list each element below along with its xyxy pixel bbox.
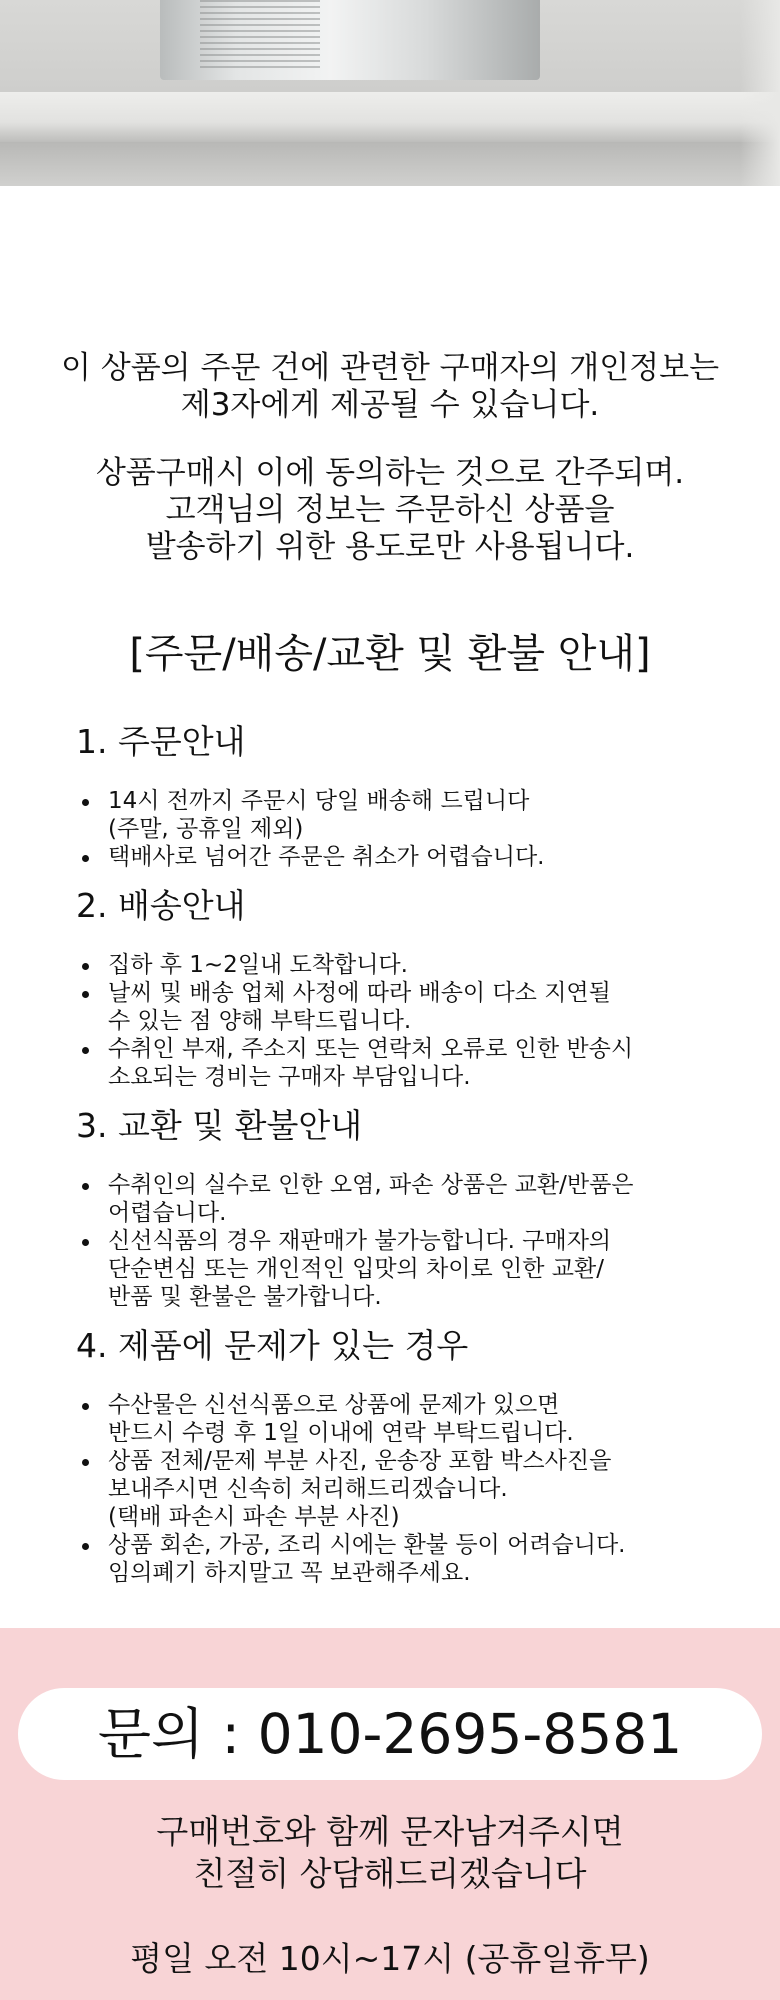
tray-edge [740,0,780,186]
item-line: 날씨 및 배송 업체 사정에 따라 배송이 다소 지연될 [108,980,611,1006]
list-item [78,1035,756,1091]
contact-line: 구매번호와 함께 문자남겨주시면 [156,1812,624,1851]
item-line: 반드시 수령 후 1일 이내에 연락 부탁드립니다. [108,1420,574,1446]
privacy-notice-1 [0,350,780,424]
list-item [78,1531,756,1587]
tray-shadow [0,142,780,186]
item-line: 상품 회손, 가공, 조리 시에는 환불 등이 어려습니다. [108,1532,626,1558]
list-item [78,1447,756,1531]
contact-band [0,1628,780,2000]
item-line: 수산물은 신선식품으로 상품에 문제가 있으면 [108,1392,560,1418]
item-line: (택배 파손시 파손 부분 사진) [108,1504,400,1530]
contact-message [0,1811,780,1895]
item-line: (주말, 공휴일 제외) [108,816,304,842]
section-title: 1. 주문안내 [76,722,246,761]
list-item [78,1171,756,1227]
tray-lip [0,92,780,142]
section-delivery-info [76,886,756,1091]
item-line: 14시 전까지 주문시 당일 배송해 드립니다 [108,788,530,814]
section-title: 4. 제품에 문제가 있는 경우 [76,1326,469,1365]
section-title: 3. 교환 및 환불안내 [76,1106,363,1145]
contact-line: 친절히 상담해드리겠습니다 [193,1854,587,1893]
notice-line: 상품구매시 이에 동의하는 것으로 간주되며. [95,455,685,491]
list-item [78,1227,756,1311]
item-line: 어렵습니다. [108,1200,227,1226]
product-photo [0,0,780,186]
list-item [78,1391,756,1447]
business-hours: 평일 오전 10시~17시 (공휴일휴무) [130,1939,650,1978]
section-exchange-refund [76,1106,756,1311]
notice-line: 제3자에게 제공될 수 있습니다. [180,387,600,423]
notice-line: 고객님의 정보는 주문하신 상품을 [165,492,615,528]
item-line: 보내주시면 신속히 처리해드리겠습니다. [108,1476,508,1502]
section-product-problem [76,1326,756,1587]
notice-line: 이 상품의 주문 건에 관련한 구매자의 개인정보는 [60,350,720,386]
phone-contact[interactable]: 문의 : 010-2695-8581 [18,1688,762,1780]
list-item [78,787,756,843]
list-item [78,979,756,1035]
item-line: 신선식품의 경우 재판매가 불가능합니다. 구매자의 [108,1228,612,1254]
item-line: 반품 및 환불은 불가합니다. [108,1284,382,1310]
item-line: 상품 전체/문제 부분 사진, 운송장 포함 박스사진을 [108,1448,612,1474]
list-item [78,843,756,871]
item-line: 수 있는 점 양해 부탁드립니다. [108,1008,412,1034]
item-line: 단순변심 또는 개인적인 입맛의 차이로 인한 교환/ [108,1256,604,1282]
item-line: 수취인 부재, 주소지 또는 연락처 오류로 인한 반송시 [108,1036,634,1062]
notice-line: 발송하기 위한 용도로만 사용됩니다. [145,529,635,565]
list-item [78,951,756,979]
item-line: 택배사로 넘어간 주문은 취소가 어렵습니다. [108,844,545,870]
privacy-notice-2 [0,455,780,566]
item-line: 수취인의 실수로 인한 오염, 파손 상품은 교환/반품은 [108,1172,634,1198]
guide-title: [주문/배송/교환 및 환불 안내] [129,631,651,677]
item-line: 소요되는 경비는 구매자 부담입니다. [108,1064,471,1090]
section-title: 2. 배송안내 [76,886,246,925]
section-order-info [76,722,756,871]
packet-print [200,0,320,70]
item-line: 임의폐기 하지말고 꼭 보관해주세요. [108,1560,471,1586]
item-line: 집하 후 1~2일내 도착합니다. [108,952,408,978]
